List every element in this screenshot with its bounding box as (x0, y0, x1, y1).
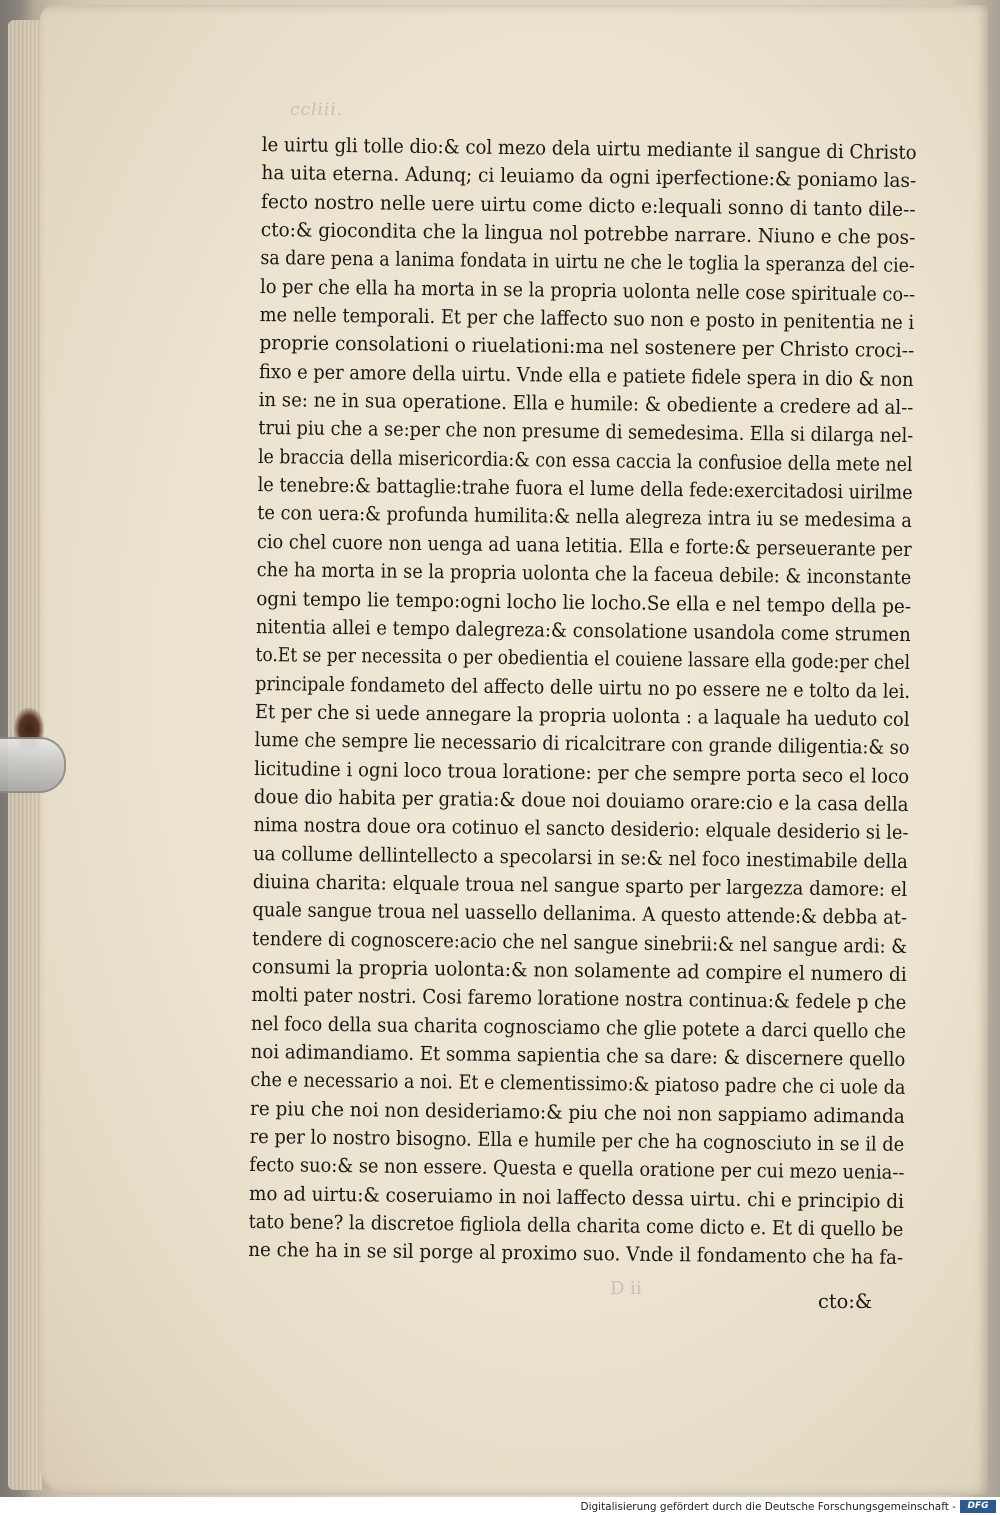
text-line: lume che sempre lie necessario di ricalcitrare con grande diligentia:& so (254, 728, 910, 760)
text-line: noi adimandiamo. Et somma sapientia che sa dare: & discernere quello (250, 1039, 906, 1071)
text-line: in se: ne in sua operatione. Ella e humile: & obediente a credere ad al-- (258, 388, 914, 420)
dfg-logo: DFG (960, 1500, 996, 1513)
page-clip (0, 737, 66, 793)
text-line: ha uita eterna. Adunq; ci leuiamo da ogni iperfectione:& poniamo las- (261, 161, 917, 193)
text-line: nitentia allei e tempo dalegreza:& consolatione usandola come strumen (255, 614, 911, 646)
footer-credit: Digitalisierung gefördert durch die Deutsche Forschungsgemeinschaft - (580, 1501, 956, 1513)
text-line: diuina charita: elquale troua nel sangue sparto per largezza damore: el (252, 869, 908, 901)
text-line: le braccia della misericordia:& con essa caccia la confusioe della mete nel (257, 444, 913, 476)
text-line: ogni tempo lie tempo:ogni locho lie locho.Se ella e nel tempo della pe- (256, 586, 912, 618)
text-line: tato bene? la discretoe figliola della charita come dicto e. Et di quello be (248, 1209, 904, 1241)
text-line: mo ad uirtu:& coseruiamo in noi laffecto dessa uirtu. chi e principio di (248, 1181, 905, 1213)
text-line: Et per che si uede annegare la propria uolonta : a laquale ha ueduto col (254, 699, 910, 731)
text-line: principale fondameto del affecto delle uirtu no po essere ne e tolto da lei. (255, 671, 911, 703)
page-text (248, 131, 922, 1273)
folio-number: ccliii. (290, 100, 344, 120)
text-line: ua collume dellintellecto a specolarsi in se:& nel foco inestimabile della (253, 841, 908, 873)
catchword: cto:& (818, 1290, 873, 1313)
text-line: trui piu che a se:per che non presume di semedesima. Ella si dilarga nel- (258, 416, 914, 448)
text-line: cto:& giocondita che la lingua nol potrebbe narrare. Niuno e che pos- (260, 218, 916, 250)
text-line: le tenebre:& battaglie:trahe fuora el lume della fede:exercitadosi uirilme (257, 473, 913, 505)
text-line: quale sangue troua nel uassello dellanima. A questo attende:& debba at- (252, 898, 908, 930)
signature-mark: D ii (610, 1278, 642, 1299)
footer-bar (0, 1497, 1000, 1515)
text-line: consumi la propria uolonta:& non solamente ad compire el numero di (251, 954, 907, 986)
text-line: tendere di cognoscere:acio che nel sangue sinebrii:& nel sangue ardi: & (251, 926, 908, 958)
text-line: me nelle temporali. Et per che laffecto suo non e posto in penitentia ne i (259, 303, 915, 335)
text-line: che ha morta in se la propria uolonta che la faceua debile: & inconstante (256, 558, 912, 590)
text-line: nel foco della sua charita cognosciamo che glie potete a darci quello che (250, 1011, 907, 1043)
text-line: molti pater nostri. Cosi faremo loratione nostra continua:& fedele p che (251, 983, 907, 1015)
text-line: sa dare pena a lanima fondata in uirtu ne che le toglia la speranza del cie- (260, 246, 915, 278)
text-line: cio chel cuore non uenga ad uana letitia. Ella e forte:& perseuerante per (256, 529, 912, 561)
text-line: re per lo nostro bisogno. Ella e humile per che ha cognosciuto in se il de (249, 1124, 905, 1156)
text-line: nima nostra doue ora cotinuo el sancto desiderio: elquale desiderio si le- (253, 813, 909, 845)
text-line: lo per che ella ha morta in se la propria uolonta nelle cose spirituale co-- (259, 274, 916, 306)
text-line: che e necessario a noi. Et e clementissimo:& piatoso padre che ci uole da (250, 1068, 906, 1100)
text-line: licitudine i ogni loco troua loratione: per che sempre porta seco el loco (254, 756, 910, 788)
text-line: to.Et se per necessita o per obedientia el couiene lassare ella gode:per chel (255, 643, 911, 675)
text-line: fecto suo:& se non essere. Questa e quella oratione per cui mezo uenia-- (249, 1153, 905, 1185)
text-line: doue dio habita per gratia:& doue noi douiamo orare:cio e la casa della (253, 784, 909, 816)
text-line: ne che ha in se sil porge al proximo suo. Vnde il fondamento che ha fa- (248, 1238, 904, 1270)
text-line: re piu che noi non desideriamo:& piu che noi non sappiamo adimanda (249, 1096, 905, 1128)
text-line: proprie consolationi o riuelationi:ma nel sostenere per Christo croci-- (259, 331, 915, 363)
text-line: le uirtu gli tolle dio:& col mezo dela uirtu mediante il sangue di Christo (261, 132, 917, 164)
text-line: te con uera:& profunda humilita:& nella alegreza intra iu se medesima a (257, 501, 913, 533)
text-line: fecto nostro nelle uere uirtu come dicto e:lequali sonno di tanto dile-- (261, 189, 916, 221)
text-line: fixo e per amore della uirtu. Vnde ella e patiete fidele spera in dio & non (258, 359, 914, 391)
